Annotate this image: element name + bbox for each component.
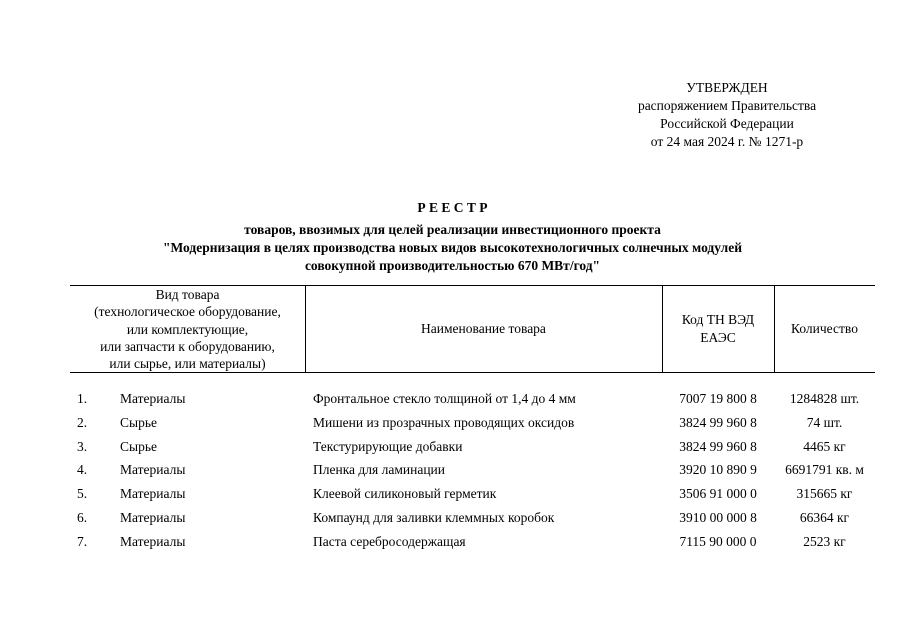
table-row: [0, 460, 905, 480]
approval-date-number: от 24 мая 2024 г. № 1271-р: [650, 134, 804, 149]
row-code: 3920 10 890 9: [679, 462, 757, 477]
header-name-text: Наименование товара: [421, 321, 546, 336]
row-name: Текстурирующие добавки: [313, 439, 463, 454]
row-number: 7.: [77, 534, 88, 549]
table-row: [0, 508, 905, 528]
row-name: Паста серебросодержащая: [313, 534, 466, 549]
approval-title: УТВЕРЖДЕН: [686, 80, 768, 95]
row-name: Компаунд для заливки клеммных коробок: [313, 510, 555, 525]
row-number: 3.: [77, 439, 88, 454]
header-code: [662, 311, 774, 347]
row-name: Клеевой силиконовый герметик: [313, 486, 497, 501]
register-title: [0, 199, 905, 217]
register-title-text: Р Е Е С Т Р: [417, 200, 488, 215]
row-quantity: 1284828 шт.: [789, 391, 860, 406]
row-kind: Материалы: [120, 510, 186, 525]
row-code: 3910 00 000 8: [679, 510, 757, 525]
row-number: 5.: [77, 486, 88, 501]
header-name: [305, 320, 662, 338]
row-code: 7007 19 800 8: [679, 391, 757, 406]
row-kind: Материалы: [120, 462, 186, 477]
table-row: [0, 484, 905, 504]
approval-block: [590, 79, 864, 151]
row-kind: Материалы: [120, 486, 186, 501]
header-kind: [70, 286, 305, 372]
row-code: 3824 99 960 8: [679, 439, 757, 454]
row-number: 2.: [77, 415, 88, 430]
row-name: Пленка для ламинации: [313, 462, 446, 477]
header-kind-line: Вид товара: [155, 287, 220, 302]
row-kind: Материалы: [120, 391, 186, 406]
row-code: 3824 99 960 8: [679, 415, 757, 430]
table-row: [0, 389, 905, 409]
row-quantity: 66364 кг: [799, 510, 850, 525]
row-kind: Сырье: [120, 439, 157, 454]
row-number: 1.: [77, 391, 88, 406]
row-quantity: 74 шт.: [806, 415, 843, 430]
row-number: 6.: [77, 510, 88, 525]
approval-authority-2: Российской Федерации: [660, 116, 794, 131]
row-quantity: 6691791 кв. м: [785, 462, 864, 477]
row-name: Фронтальное стекло толщиной от 1,4 до 4 мм: [313, 391, 576, 406]
table-row: [0, 437, 905, 457]
header-quantity-text: Количество: [791, 321, 858, 336]
row-kind: Сырье: [120, 415, 157, 430]
row-kind: Материалы: [120, 534, 186, 549]
row-quantity: 315665 кг: [796, 486, 853, 501]
table-row: [0, 413, 905, 433]
row-quantity: 2523 кг: [803, 534, 846, 549]
register-subtitle: [0, 221, 905, 275]
row-code: 7115 90 000 0: [679, 534, 757, 549]
header-kind-line: или запчасти к оборудованию,: [100, 338, 275, 354]
row-number: 4.: [77, 462, 88, 477]
header-quantity: [774, 320, 875, 338]
row-name: Мишени из прозрачных проводящих оксидов: [313, 415, 575, 430]
subtitle-line: "Модернизация в целях производства новых видов высокотехнологичных солнечных модулей: [162, 240, 743, 255]
header-kind-line: или сырье, или материалы): [109, 356, 266, 372]
subtitle-line: совокупной производительностью 670 МВт/год": [304, 258, 601, 273]
approval-authority: распоряжением Правительства: [637, 98, 817, 113]
table-row: [0, 532, 905, 552]
subtitle-line: товаров, ввозимых для целей реализации инвестиционного проекта: [244, 222, 661, 237]
row-code: 3506 91 000 0: [679, 486, 757, 501]
header-kind-line: или комплектующие,: [126, 321, 249, 337]
header-kind-line: (технологическое оборудование,: [94, 304, 281, 320]
row-quantity: 4465 кг: [803, 439, 846, 454]
header-code-line: ЕАЭС: [700, 330, 736, 345]
header-code-line: Код ТН ВЭД: [681, 312, 755, 327]
